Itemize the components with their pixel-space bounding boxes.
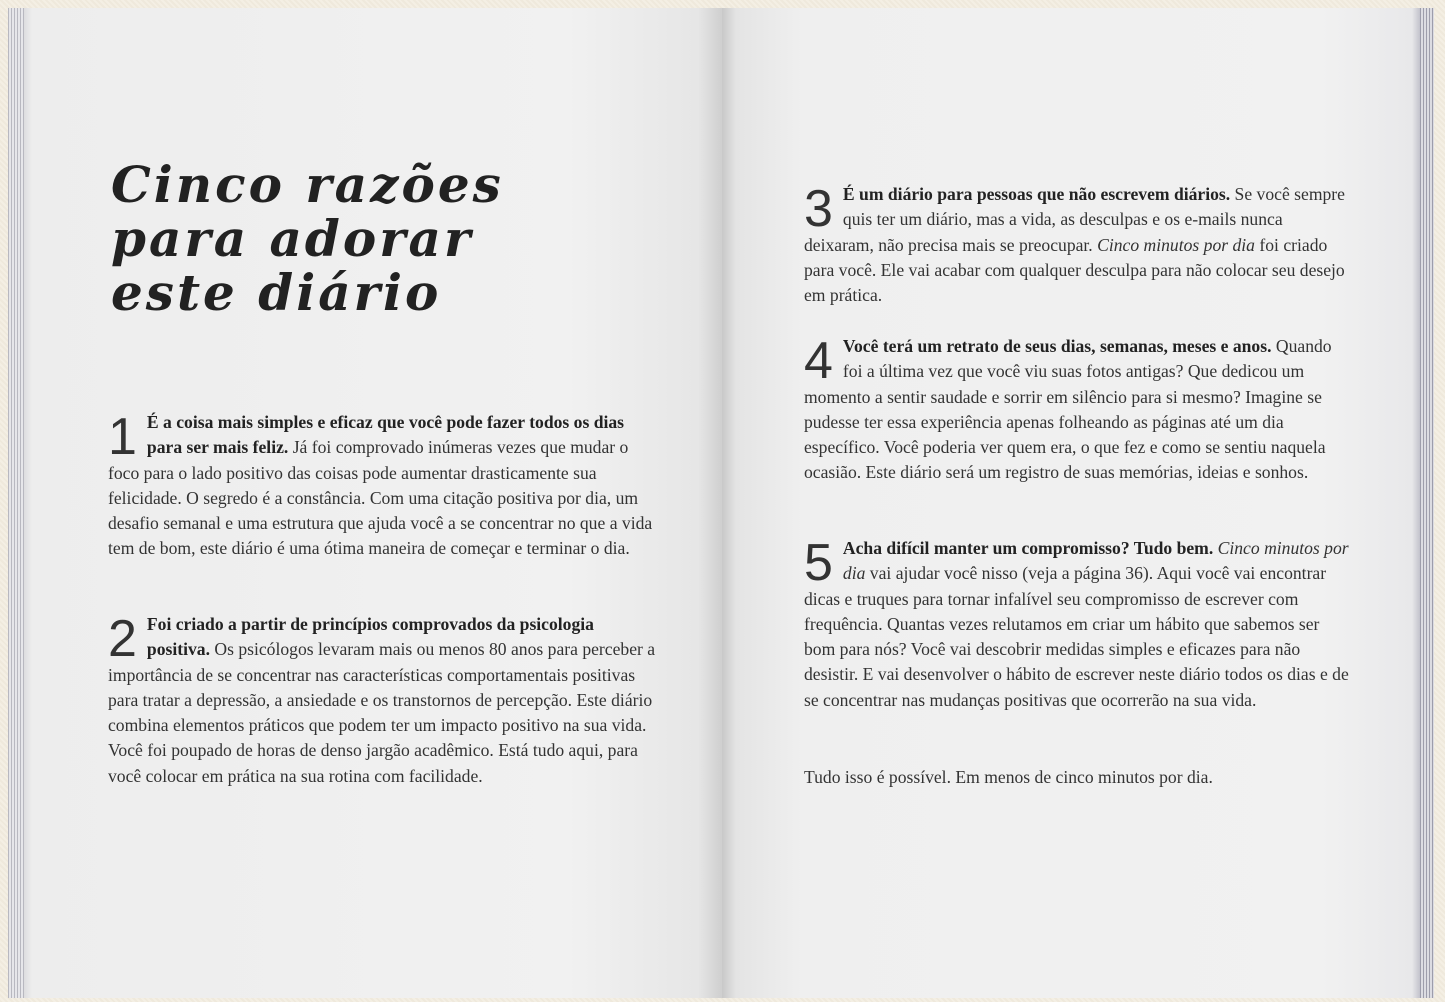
- open-book: [8, 8, 1440, 998]
- reason-5: [804, 536, 1352, 713]
- reason-4: [804, 334, 1352, 486]
- reason-body: Os psicólogos levaram mais ou menos 80 anos para perceber a importância de se concentrar nas características comportamentais positivas para tratar a depressão, a ansiedade e os transtornos de percepção. Este diário combina elementos práticos que podem ter um impacto positivo na sua vida. Você foi poupado de horas de denso jargão acadêmico. Está tudo aqui, para você colocar em prática na sua rotina com facilidade.: [108, 639, 656, 786]
- reason-body-cont: foi criado para você. Ele vai acabar com qualquer desculpa para não colocar seu desejo em prática.: [804, 234, 1345, 306]
- reason-1: [108, 410, 656, 562]
- reason-2: [108, 612, 656, 789]
- reason-lead: Foi criado a partir de princípios comprovados da psicologia positiva.: [146, 614, 594, 660]
- page-stack-edge-left: [8, 8, 24, 998]
- book-title-italic: Cinco minutos por dia: [842, 538, 1349, 584]
- reason-lead: É um diário para pessoas que não escrevem diários.: [842, 184, 1231, 204]
- reason-number: 1: [108, 408, 137, 466]
- title-line-2: para adorar: [111, 209, 474, 268]
- left-page: [8, 8, 722, 998]
- reason-body: Quando foi a última vez que você viu suas fotos antigas? Que dedicou um momento a sentir saudade e sorrir em silêncio para si mesmo? Imagine se pudesse ter essa experiência apenas folheando as páginas até um dia específico. Você poderia ver quem era, o que fez e como se sentiu naquela ocasião. Este diário será um registro de suas memórias, ideias e sonhos.: [804, 336, 1332, 483]
- title-line-1: Cinco razões: [111, 155, 504, 214]
- reason-number: 3: [804, 180, 833, 238]
- reason-number: 4: [804, 332, 833, 390]
- page-stack-edge-right: [1420, 8, 1434, 998]
- reason-body: Já foi comprovado inúmeras vezes que mudar o foco para o lado positivo das coisas pode aumentar drasticamente sua felicidade. O segredo é a constância. Com uma citação positiva por dia, um desafio semanal e uma estrutura que ajuda você a se concentrar no que a vida tem de bom, este diário é uma ótima maneira de começar e terminar o dia.: [108, 437, 653, 559]
- reason-lead: Você terá um retrato de seus dias, semanas, meses e anos.: [842, 336, 1272, 356]
- reason-lead: É a coisa mais simples e eficaz que você pode fazer todos os dias para ser mais feliz.: [146, 412, 625, 458]
- reason-3: [804, 182, 1352, 308]
- title-line-3: este diário: [111, 263, 442, 322]
- reason-lead: Acha difícil manter um compromisso? Tudo bem.: [842, 538, 1214, 558]
- reason-body: Se você sempre quis ter um diário, mas a vida, as desculpas e os e-mails nunca deixaram, não precisa mais se preocupar.: [804, 184, 1345, 255]
- closing-line: Tudo isso é possível. Em menos de cinco minutos por dia.: [804, 767, 1213, 787]
- book-title-italic: Cinco minutos por dia: [1097, 234, 1255, 255]
- right-page: [722, 8, 1434, 998]
- reason-number: 5: [804, 534, 833, 592]
- reason-number: 2: [108, 610, 137, 668]
- page-title: [111, 155, 504, 322]
- reason-body-cont: vai ajudar você nisso (veja a página 36). Aqui você vai encontrar dicas e truques para tornar infalível seu compromisso de escrever com frequência. Quantas vezes relutamos em criar um hábito que sabemos ser bom para nós? Você vai descobrir medidas simples e eficazes para não desistir. E vai desenvolver o hábito de escrever neste diário todos os dias e de se concentrar nas mudanças positivas que ocorrerão na sua vida.: [804, 563, 1349, 710]
